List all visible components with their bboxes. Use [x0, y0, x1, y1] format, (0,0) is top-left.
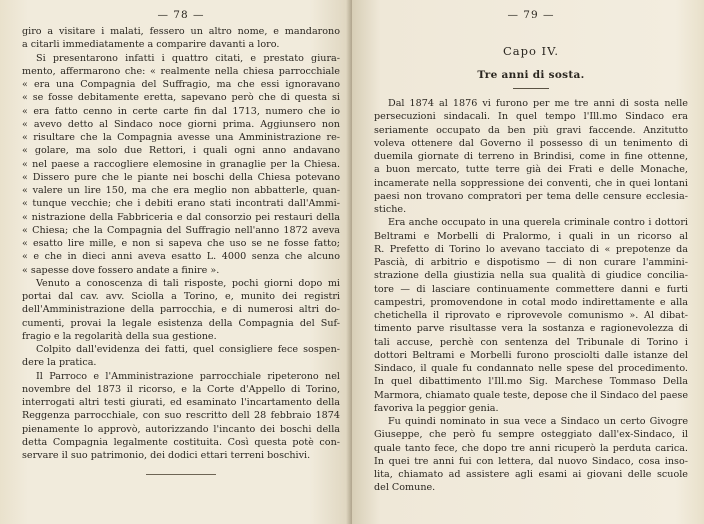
text-line: giro a visitare i malati, fessero un altro nome, e mandarono [22, 26, 340, 37]
text-line: novembre del 1873 il ricorso, e la Corte d'Appello di Torino, [22, 383, 340, 395]
chapter-subtitle: Tre anni di sosta. [477, 69, 585, 81]
text-line: strazione della giustizia nella sua qualità di giudice concilia- [374, 270, 688, 282]
text-line: R. Prefetto di Torino lo avevano tacciato di « prepotenze da [374, 243, 688, 255]
text-line: Dal 1874 al 1876 vi furono per me tre anni di sosta nelle [388, 98, 688, 109]
page-number: — 79 — [507, 9, 555, 21]
right-page [352, 0, 704, 524]
text-line: « sapesse dove fossero andate a finire ». [22, 264, 220, 276]
text-line: « nel paese a raccogliere elemosine in granaglie per la Chiesa. [22, 158, 340, 170]
text-line: Si presentarono infatti i quattro citati, e prestato giura- [36, 52, 340, 64]
text-line: fragio e la regolarità della sua gestione. [22, 330, 217, 342]
text-line: Sindaco, il quale fu condannato nelle spese del procedimento. [374, 363, 688, 374]
text-line: paesi non trovano compratori per tema delle censure ecclesia- [374, 190, 688, 202]
text-line: chetichella il riprovato e riprovevole comunismo ». Al dibat- [374, 310, 688, 321]
text-line: « avevo detto al Sindaco noce giorni prima. Aggiunsero non [22, 118, 340, 130]
text-line: « e che in dieci anni aveva esatto L. 4000 senza che alcuno [22, 251, 340, 263]
text-line: « esatto lire mille, e non si sapeva che uso se ne fosse fatto; [22, 238, 340, 249]
text-line: In quel dibattimento l'Ill.mo Sig. Marchese Tommaso Della [374, 376, 688, 388]
text-line: servare il suo patrimonio, dei dodici ettari terreni boschivi. [22, 450, 311, 461]
text-line: « era fatto cenno in certe carte fin dal 1713, numero che io [22, 105, 340, 117]
text-line: Era anche occupato in una querela criminale contro i dottori [388, 217, 688, 229]
page-end-rule [146, 474, 216, 475]
text-line: Reggenza parrocchiale, con suo rescritto dell 28 febbraio 1874 [22, 410, 340, 422]
text-line: incamerate nella soppressione dei conventi, che in quei lontani [374, 177, 688, 189]
text-line: « era una Compagnia del Suffragio, ma che essi ignoravano [22, 79, 340, 90]
text-line: quale tanto fece, che dopo tre anni ricuperò la perduta carica. [374, 442, 688, 454]
text-line: a buon mercato, tutte terre già dei Frati e delle Monache, [374, 164, 688, 176]
text-line: favoriva la peggior genia. [374, 402, 499, 414]
text-line: Colpito dall'evidenza dei fatti, quel consigliere fece sospen- [36, 344, 340, 355]
text-line: Pascià, di arbitrio e dispotismo — di non curare l'ammini- [374, 257, 688, 268]
text-line: « risultare che la Compagnia avesse una Amministrazione re- [22, 132, 340, 143]
text-line: tore — di lasciare continuamente commettere danni e furti [374, 283, 688, 295]
text-line: tali accuse, perchè con sentenza del Tribunale di Torino i [374, 336, 688, 348]
text-line: « se fosse debitamente eretta, sapevano però che di questa si [22, 92, 340, 104]
text-line: timento parve risultasse vera la sostanza e ragionevolezza di [374, 323, 688, 335]
text-line: Marmora, chiamato quale teste, depose che il Sindaco del paese [374, 389, 688, 401]
text-line: lita, chiamato ad assistere agli esami ai giovani delle scuole [374, 469, 688, 480]
text-line: pienamente lo approvò, autorizzando l'incanto dei boschi della [22, 423, 340, 435]
text-line: « Dissero pure che le piante nei boschi della Chiesa potevano [22, 171, 340, 183]
text-line: dere la pratica. [22, 357, 97, 369]
text-line: mento, affermarono che: « realmente nella chiesa parrocchiale [22, 65, 340, 77]
text-line: duemila giornate di terreno in Brindisi, come in fine ottenne, [374, 151, 688, 162]
left-page-text [22, 25, 340, 462]
text-line: In quei tre anni fui con lettera, dal nuovo Sindaco, cosa inso- [374, 455, 688, 467]
text-line: dell'Amministrazione della parrocchia, e di numerosi altri do- [22, 304, 340, 316]
text-line: seriamente occupato da ben più gravi faccende. Anzitutto [374, 124, 688, 136]
text-line: stiche. [374, 204, 407, 215]
text-line: Venuto a conoscenza di tali risposte, pochi giorni dopo mi [36, 277, 340, 289]
text-line: a citarli immediatamente a comparire davanti a loro. [22, 39, 280, 51]
subtitle-rule [513, 88, 549, 89]
text-line: Il Parroco e l'Amministrazione parrocchiale ripeterono nel [36, 370, 340, 382]
text-line: « tunque vecchie; che i debiti erano stati incontrati dall'Ammi- [22, 198, 340, 210]
right-page-text [374, 97, 688, 495]
text-line: dottori Beltrami e Morbelli furono prosciolti dalle istanze del [374, 349, 688, 361]
text-line: del Comune. [374, 482, 436, 494]
page-number: — 78 — [157, 9, 205, 21]
text-line: portai dal cav. avv. Sciolla a Torino, e, munito dei registri [22, 291, 340, 302]
text-line: detta Compagnia legalmente costituita. Così questa potè con- [22, 436, 340, 448]
text-line: Beltrami e Morbelli di Pralormo, i quali in un ricorso al [374, 230, 688, 242]
text-line: persecuzioni sindacali. In quel tempo l'Ill.mo Sindaco era [374, 111, 688, 123]
text-line: « nistrazione della Fabbriceria e dal consorzio pei restauri della [22, 211, 340, 223]
text-line: Fu quindi nominato in sua vece a Sindaco un certo Givogre [388, 416, 688, 427]
text-line: « golare, ma solo due Rettori, i quali ogni anno andavano [22, 145, 340, 157]
text-line: campestri, promovendone in cotal modo indirettamente e alla [374, 296, 688, 308]
text-line: « Chiesa; che la Compagnia del Suffragio nell'anno 1872 aveva [22, 224, 340, 236]
text-line: voleva ottenere dal Governo il possesso di un tenimento di [374, 137, 688, 149]
text-line: Giuseppe, che però fu sempre osteggiato dall'ex-Sindaco, il [374, 429, 688, 441]
text-line: interrogati altri testi giurati, ed esaminato l'incartamento della [22, 397, 340, 408]
text-line: « valere un lire 150, ma che era meglio non abbatterle, quan- [22, 185, 340, 196]
text-line: cumenti, provai la legale esistenza della Compagnia del Suf- [22, 317, 340, 329]
chapter-title: Capo IV. [502, 44, 560, 58]
